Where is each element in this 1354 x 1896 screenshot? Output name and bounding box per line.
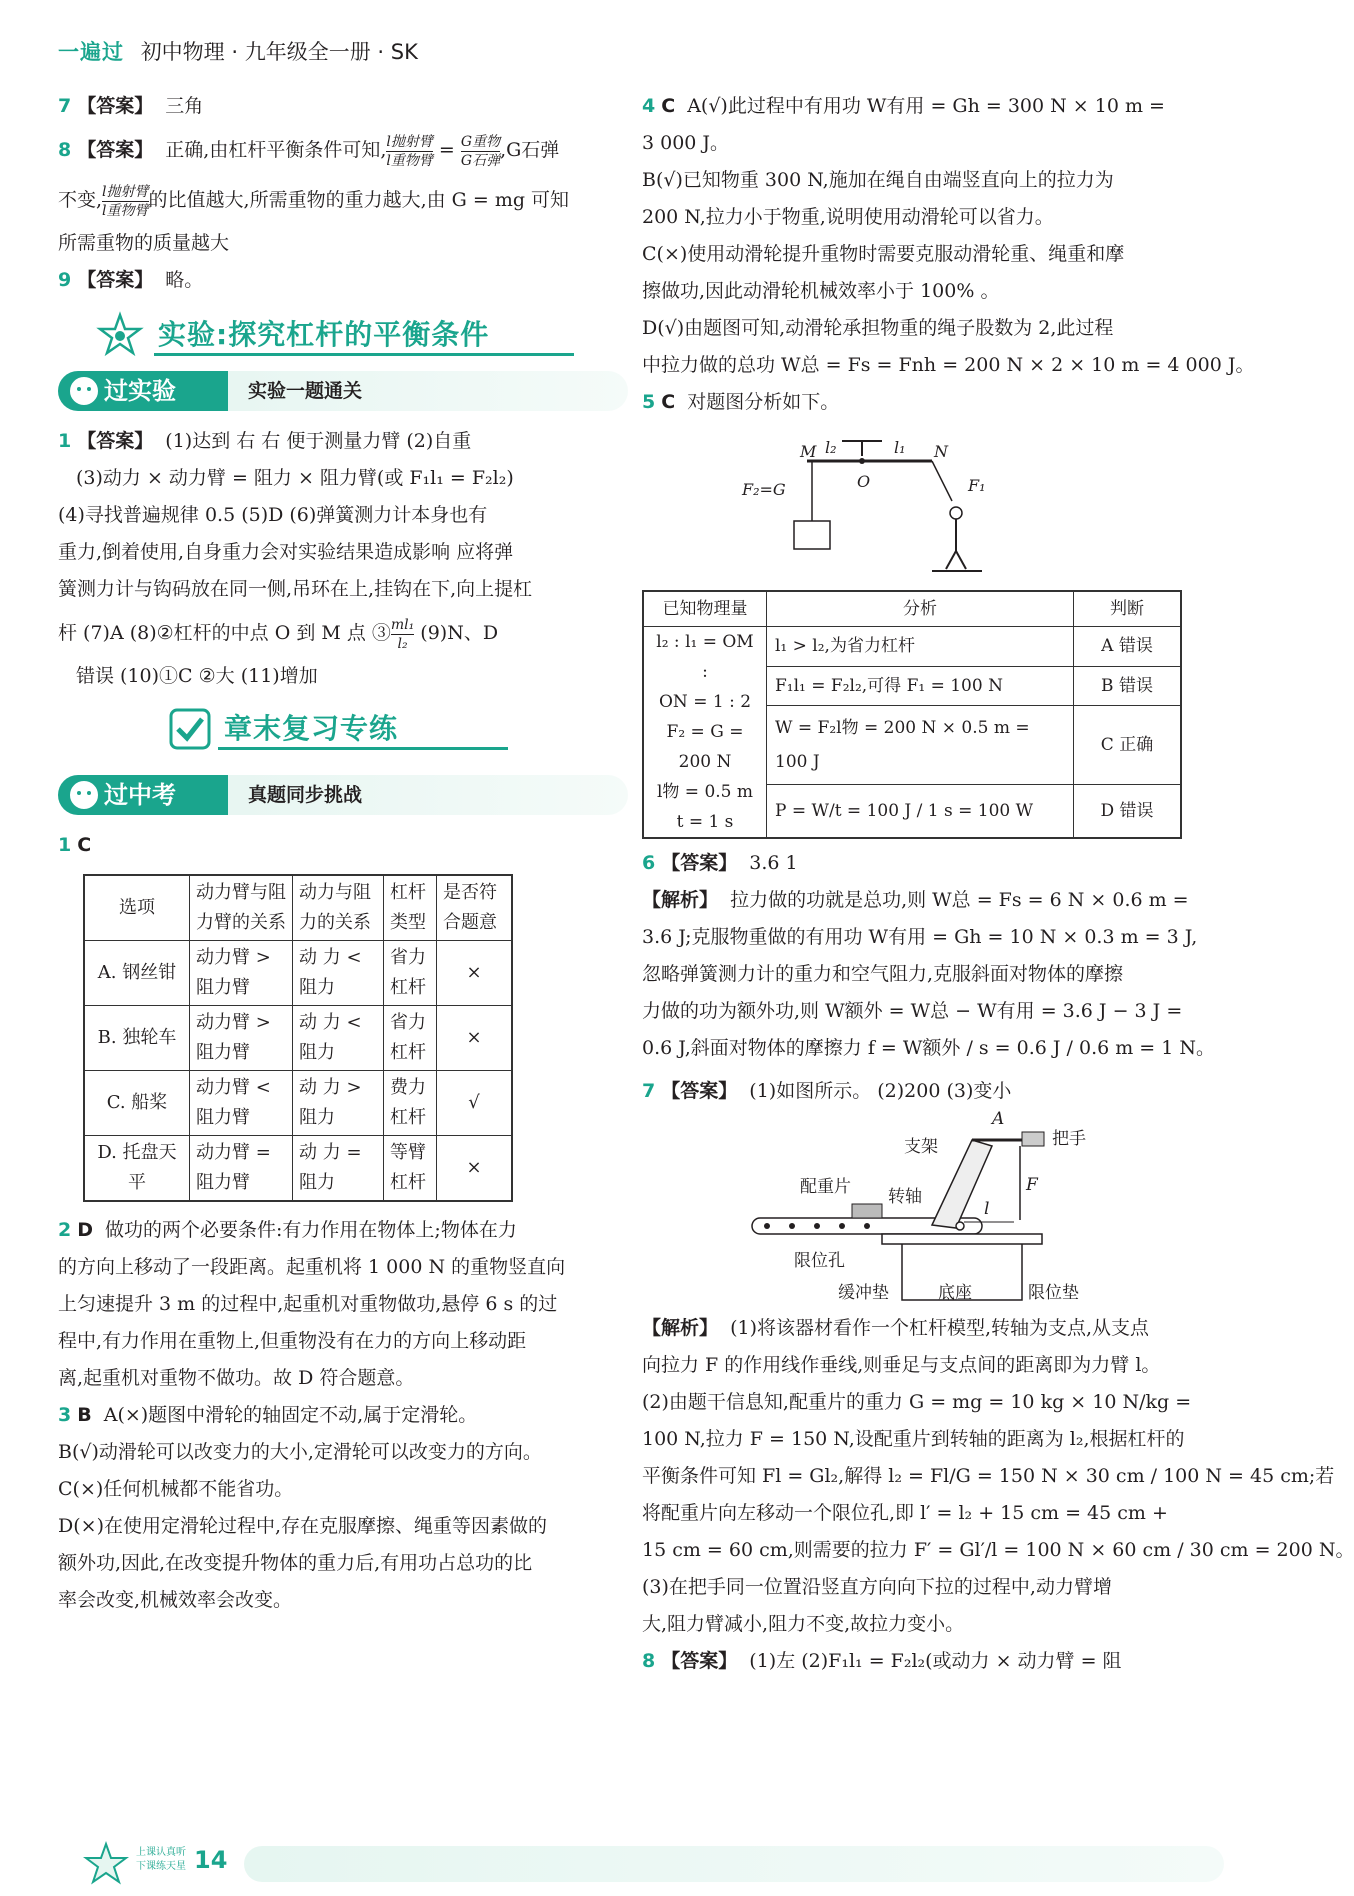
exam-answer-2: 2 D 做功的两个必要条件:有力作用在物体上;物体在力 的方向上移动了一段距离。起重机将 1 000 N 的重物竖直向 上匀速提升 3 m 的过程中,起重机对重物做功,悬停 6 s 的过 程中,有力作用在重物上,但重物没有在力的方向上移动距 离,起重机对重物不做功。故 D 符合题意。 — [58, 1219, 566, 1389]
star-icon — [98, 313, 142, 357]
book-subtitle: 初中物理 · 九年级全一册 · SK — [140, 40, 418, 64]
footer-slogan: 上课认真听 下课练天星 — [136, 1847, 186, 1872]
page-footer — [44, 1838, 1224, 1886]
answer-7: 7 【答案】 三角 — [58, 95, 204, 117]
lever-comparison-table — [83, 874, 513, 1202]
svg-text:l: l — [984, 1199, 990, 1219]
section-banner-review: 章末复习专练 — [58, 701, 628, 755]
lever-figure-5 — [642, 421, 1212, 586]
table-row: P = W/t = 100 J / 1 s = 100 W D 错误 — [643, 784, 1181, 838]
page-number: 14 — [194, 1846, 228, 1874]
svg-text:支架: 支架 — [904, 1137, 938, 1157]
svg-text:O: O — [857, 472, 871, 491]
fraction: l抛射臂 l重物臂 — [102, 183, 149, 219]
left-column — [58, 88, 628, 1619]
svg-text:N: N — [934, 442, 948, 461]
mascot-icon — [66, 373, 102, 409]
svg-text:A: A — [992, 1109, 1005, 1129]
footer-band — [244, 1846, 1224, 1882]
svg-text:把手: 把手 — [1052, 1129, 1086, 1149]
fraction: l抛射臂 l重物臂 — [386, 133, 433, 169]
table-row: F₁l₁ = F₂l₂,可得 F₁ = 100 N B 错误 — [643, 666, 1181, 706]
svg-text:限位孔: 限位孔 — [794, 1251, 845, 1271]
checkmark-icon — [168, 707, 212, 751]
divider — [218, 747, 508, 750]
answer-9: 9 【答案】 略。 — [58, 269, 204, 291]
mascot-icon — [66, 777, 102, 813]
svg-text:限位垫: 限位垫 — [1028, 1283, 1079, 1303]
table-row: C. 船桨 动力臂 < 阻力臂 动 力 > 阻力 费力杠杆 √ — [84, 1071, 512, 1136]
table-row: D. 托盘天平 动力臂 = 阻力臂 动 力 = 阻力 等臂杠杆 × — [84, 1136, 512, 1202]
subsection-bar-exam: 过中考 真题同步挑战 — [58, 775, 628, 815]
svg-text:F₂=G: F₂=G — [742, 480, 786, 499]
subsection-bar-experiment: 过实验 实验一题通关 — [58, 371, 628, 411]
svg-text:l₂: l₂ — [825, 438, 837, 457]
star-mascot-icon — [84, 1842, 128, 1886]
svg-text:缓冲垫: 缓冲垫 — [838, 1283, 889, 1303]
svg-text:F₁: F₁ — [968, 476, 986, 495]
page-header — [58, 36, 418, 66]
fitness-device-figure — [642, 1110, 1212, 1310]
answer-8: 8 【答案】 正确,由杠杆平衡条件可知, l抛射臂 l重物臂 = G重物 G石弹 ,G石弹 — [58, 133, 560, 169]
exam-answer-7-analysis: 【解析】 (1)将该器材看作一个杠杆模型,转轴为支点,从支点 向拉力 F 的作用线作垂线,则垂足与支点间的距离即为力臂 l。 (2)由题干信息知,配重片的重力 G = mg = 10 kg × 10 N/kg = 100 N,拉力 F = 150 N,设配重片到转轴的距离为 l₂,根据杠杆的 平衡条件可知 Fl = Gl₂,解得 l₂ = Fl/G = 150 N × 30 cm / 100 N = 45 cm;若 将配重片向左移动一个限位孔,即 l′ = l₂ + 15 cm = 45 cm + 15 cm = 60 cm,则需要的拉力 F′ = Gl′/l = 100 N × 60 cm / 30 cm = 200 N。 (3)在把手同一位置沿竖直方向向下拉的过程中,动力臂增 大,阻力臂减小,阻力不变,故拉力变小。 — [642, 1317, 1354, 1635]
table-header-row: 选项 动力臂与阻力臂的关系 动力与阻力的关系 杠杆类型 是否符合题意 — [84, 875, 512, 941]
right-column — [642, 88, 1354, 1680]
table-header-row: 已知物理量 分析 判断 — [643, 591, 1181, 627]
exam-answer-6: 6 【答案】 3.6 1 【解析】 拉力做的功就是总功,则 W总 = Fs = 6 N × 0.6 m = 3.6 J;克服物重做的有用功 W有用 = Gh = 10 N × 0.3 m = 3 J, 忽略弹簧测力计的重力和空气阻力,克服斜面对物体的摩擦 力做的功为额外功,则 W额外 = W总 − W有用 = 3.6 J − 3 J = 0.6 J,斜面对物体的摩擦力 f = W额外 / s = 0.6 J / 0.6 m = 1 N。 — [642, 852, 1216, 1059]
brand-logo: 一遍过 — [58, 40, 124, 64]
exam-answer-8: 8 【答案】 (1)左 (2)F₁l₁ = F₂l₂(或动力 × 动力臂 = 阻 — [642, 1650, 1122, 1672]
table-row: W = F₂l物 = 200 N × 0.5 m = 100 J C 正确 — [643, 706, 1181, 784]
svg-text:M: M — [800, 442, 817, 461]
exam-answer-5: 5 C 对题图分析如下。 — [642, 391, 840, 413]
fraction: G重物 G石弹 — [460, 133, 501, 169]
exam-answer-3: 3 B A(×)题图中滑轮的轴固定不动,属于定滑轮。 B(√)动滑轮可以改变力的大小,定滑轮可以改变力的方向。 C(×)任何机械都不能省功。 D(×)在使用定滑轮过程中,存在克服摩擦、绳重等因素做的 额外功,因此,在改变提升物体的重力后,有用功占总功的比 率会改变,机械效率会改变。 — [58, 1404, 548, 1611]
svg-text:转轴: 转轴 — [888, 1187, 922, 1207]
exam-answer-7: 7 【答案】 (1)如图所示。 (2)200 (3)变小 — [642, 1080, 1012, 1102]
answer-8-line2: 不变, l抛射臂 l重物臂 的比值越大,所需重物的重力越大,由 G = mg 可知 — [58, 183, 570, 219]
table-row: l₂ : l₁ = OM : ON = 1 : 2 F₂ = G = 200 N l物 = 0.5 m t = 1 s l₁ > l₂,为省力杠杆 A 错误 — [643, 627, 1181, 667]
svg-text:l₁: l₁ — [894, 438, 906, 457]
exam-answer-4: 4 C A(√)此过程中有用功 W有用 = Gh = 300 N × 10 m = 3 000 J。 B(√)已知物重 300 N,施加在绳自由端竖直向上的拉力为 200 N,拉力小于物重,说明使用动滑轮可以省力。 C(×)使用动滑轮提升重物时需要克服动滑轮重、绳重和摩 擦做功,因此动滑轮机械效率小于 100% 。 D(√)由题图可知,动滑轮承担物重的绳子股数为 2,此过程 中拉力做的总功 W总 = Fs = Fnh = 200 N × 2 × 10 m = 4 000 J。 — [642, 95, 1255, 376]
svg-text:底座: 底座 — [938, 1283, 972, 1303]
svg-text:配重片: 配重片 — [800, 1177, 851, 1197]
svg-text:F: F — [1026, 1175, 1038, 1195]
answer-8-line3: 所需重物的质量越大 — [58, 232, 230, 254]
analysis-table — [642, 590, 1182, 839]
divider — [154, 353, 574, 356]
table-row: A. 钢丝钳 动力臂 > 阻力臂 动 力 < 阻力 省力杠杆 × — [84, 941, 512, 1006]
experiment-answer-1: 1 【答案】 (1)达到 右 右 便于测量力臂 (2)自重 (3)动力 × 动力臂 = 阻力 × 阻力臂(或 F₁l₁ = F₂l₂) (4)寻找普遍规律 0.5 (5)D (6)弹簧测力计本身也有 重力,倒着使用,自身重力会对实验结果造成影响 应将弹 簧测力计与钩码放在同一侧,吊环在上,挂钩在下,向上提杠 杆 (7)A (8)②杠杆的中点 O 到 M 点 ③ $\frac{\text{ml₁}}{\text{l₂}}$ (9)N、D 错误 (10)①C ②大 (11)增加 — [58, 430, 533, 687]
table-row: B. 独轮车 动力臂 > 阻力臂 动 力 < 阻力 省力杠杆 × — [84, 1006, 512, 1071]
section-banner-experiment: 实验:探究杠杆的平衡条件 — [58, 307, 628, 361]
exam-answer-1: 1 C — [58, 834, 92, 856]
